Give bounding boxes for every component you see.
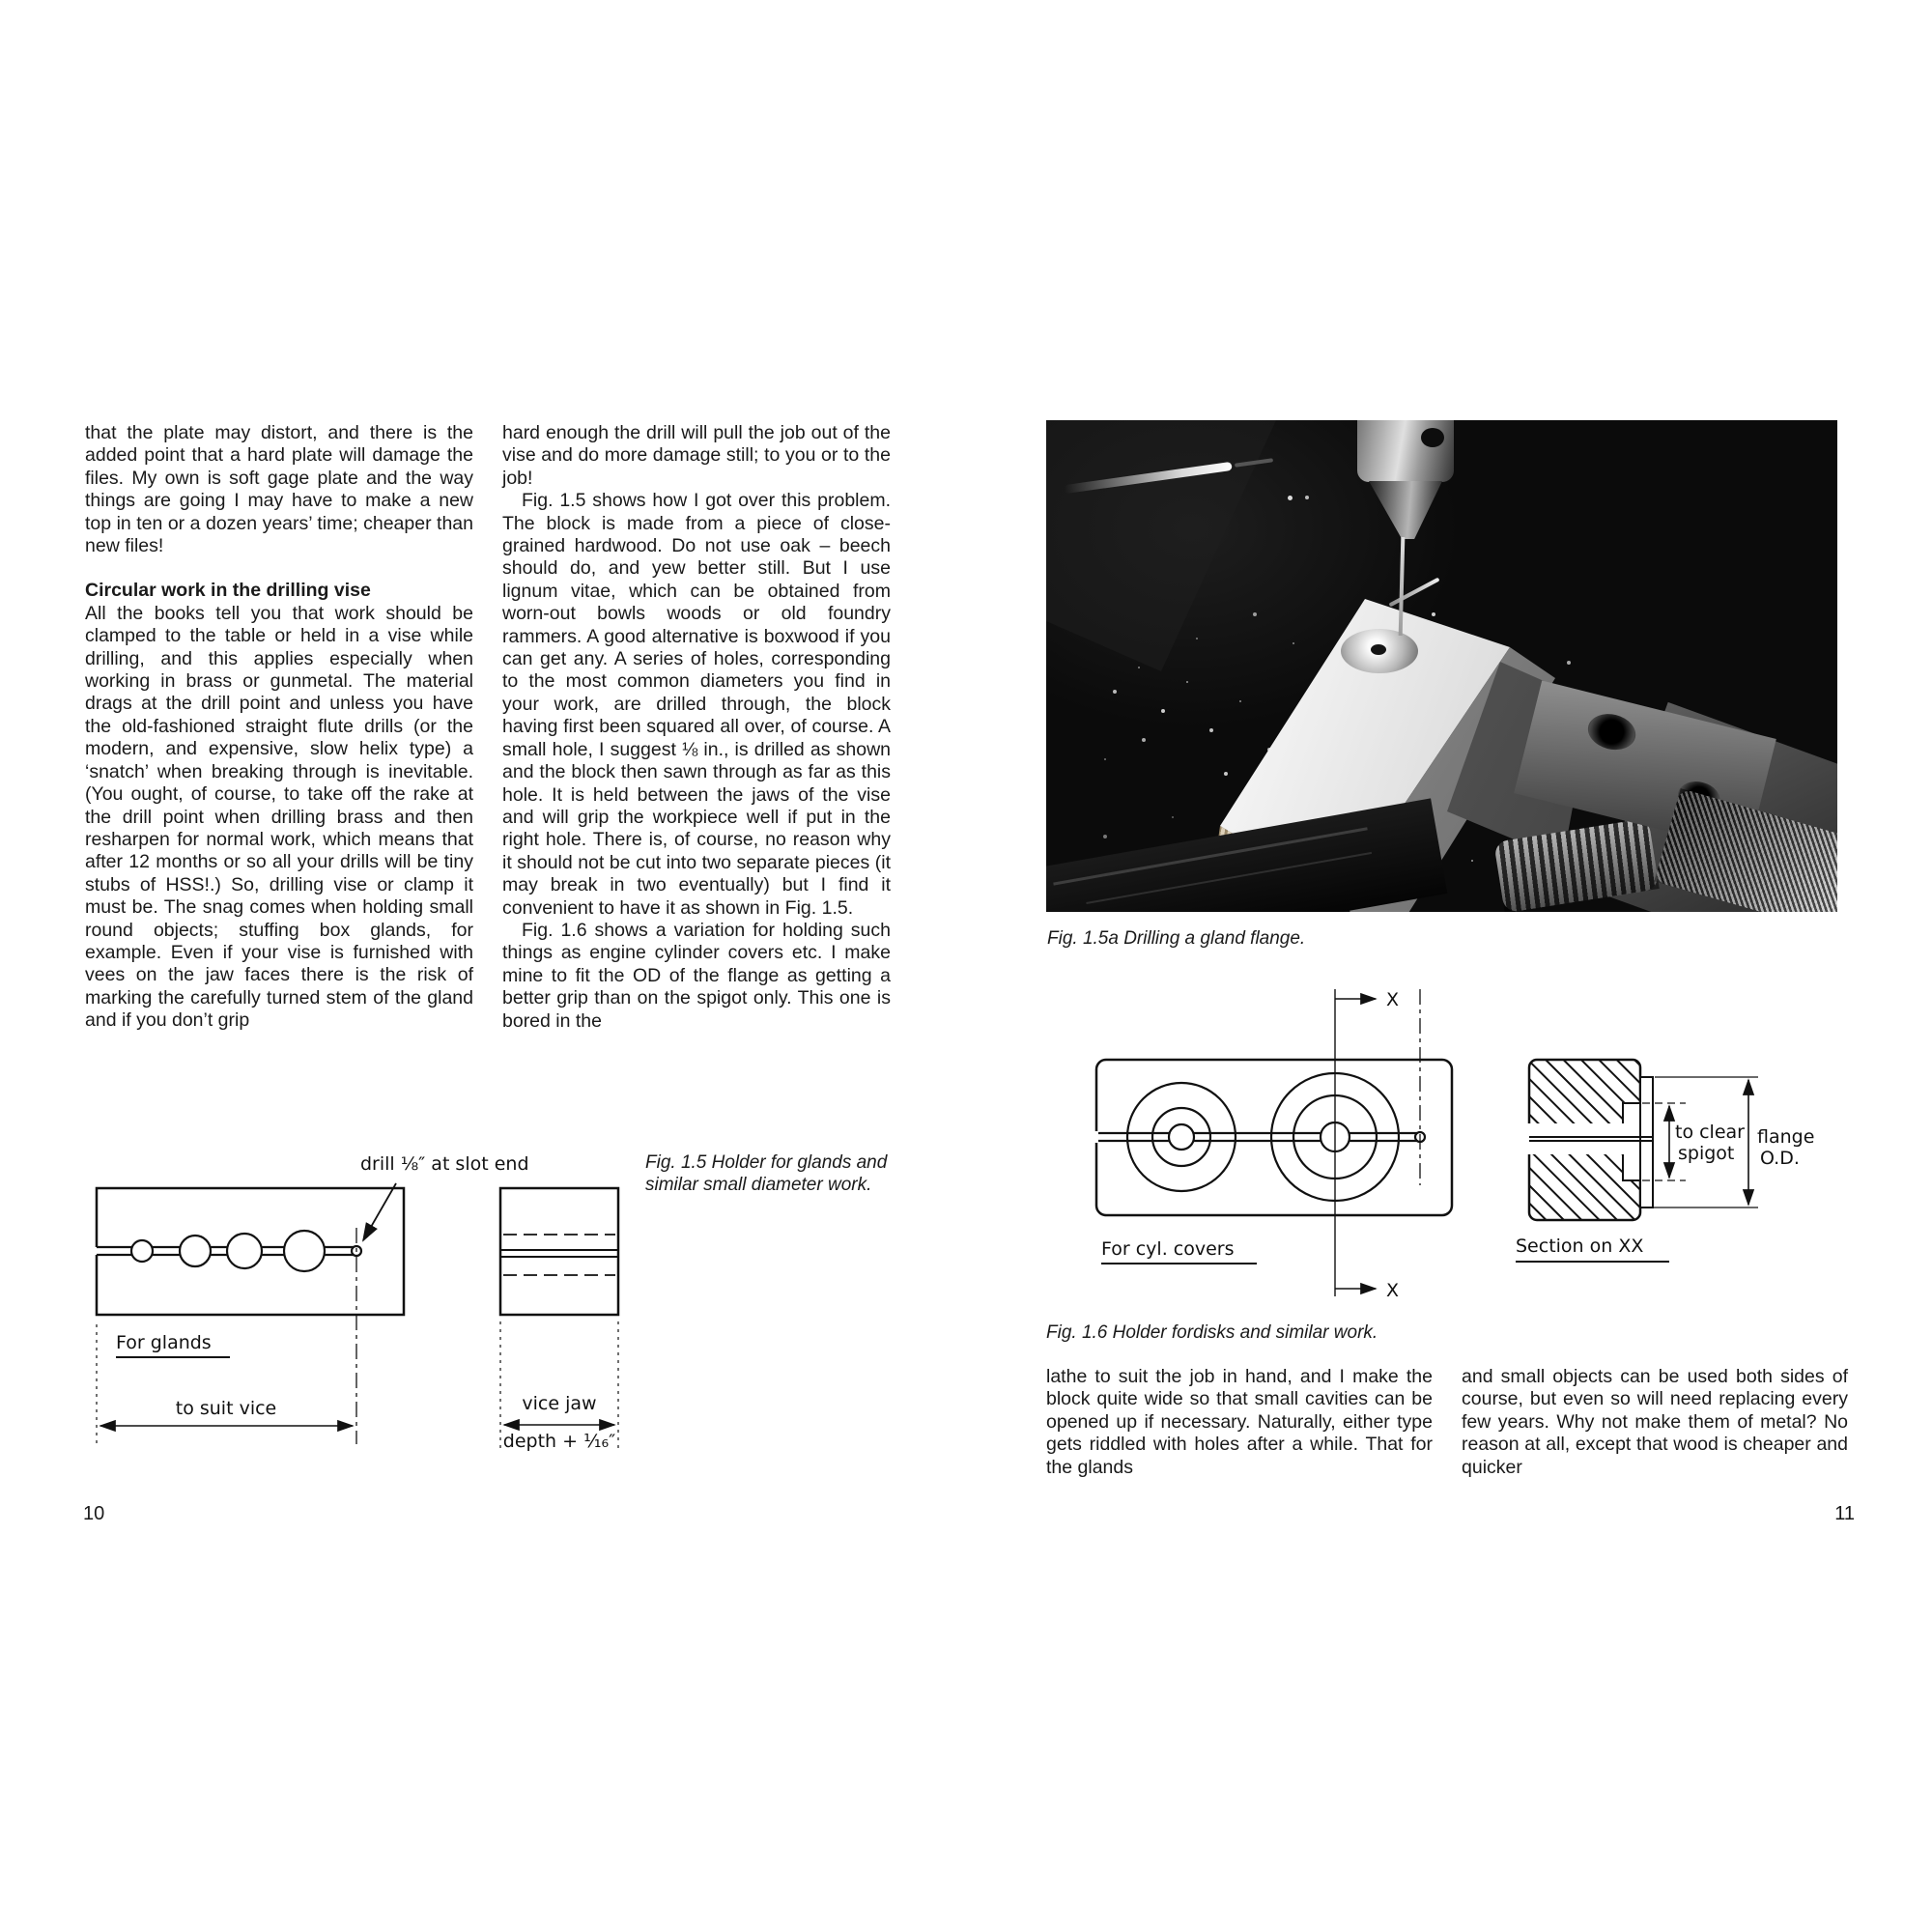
body-paragraph: Fig. 1.6 shows a variation for holding such things as engine cylinder covers etc. I make mine to fit the OD of the flange as getting a better grip than on the spigot only. This one is bored in the (502, 919, 891, 1032)
figure-1-5a-caption: Fig. 1.5a Drilling a gland flange. (1047, 928, 1306, 949)
body-paragraph: hard enough the drill will pull the job out of the vise and do more damage still; to you or to the job! (502, 422, 891, 489)
left-page-column-1 (85, 422, 473, 1033)
figure-1-5-drawing (77, 1143, 638, 1471)
right-page-column-2 (1462, 1366, 1848, 1479)
highlight-dot (1288, 496, 1293, 500)
page-number-right: 11 (1834, 1503, 1855, 1524)
metal-chips (1046, 420, 1048, 422)
for-cyl-covers-label: For cyl. covers (1101, 1238, 1235, 1260)
highlight-dot (1305, 496, 1309, 499)
left-page-column-2 (502, 422, 891, 1033)
section-x-label: X (1386, 989, 1400, 1010)
spigot-label: spigot (1678, 1143, 1735, 1164)
drill-note-label: drill ⅛″ at slot end (360, 1153, 529, 1175)
figure-1-5a-photo (1046, 420, 1837, 912)
section-heading: Circular work in the drilling vise (85, 580, 371, 602)
slot-band (1527, 1123, 1653, 1154)
table-edge-line (1053, 827, 1368, 885)
flange-plate (1640, 1077, 1653, 1208)
vice-jaw-label: vice jaw (522, 1393, 597, 1414)
figure-1-5-caption: Fig. 1.5 Holder for glands and similar small diameter work. (645, 1152, 888, 1195)
flange-od-label: O.D. (1760, 1148, 1800, 1169)
for-glands-label: For glands (116, 1332, 212, 1353)
clamp-bar-hole (1584, 709, 1639, 754)
depth-label: depth + ¹⁄₁₆″ (502, 1431, 616, 1452)
figure-1-6-drawing (1046, 978, 1838, 1316)
to-suit-vice-label: to suit vice (175, 1398, 277, 1419)
body-paragraph: and small objects can be used both sides of course, but even so will need replacing every few years. Why not make them of metal? No reason at all, except that wood is cheaper and quicker (1462, 1366, 1848, 1478)
chuck-key-hole (1421, 428, 1444, 447)
figure-1-6-caption: Fig. 1.6 Holder fordisks and similar work. (1046, 1322, 1378, 1343)
flange-od-label: flange (1757, 1126, 1815, 1148)
body-paragraph: All the books tell you that work should be clamped to the table or held in a vise while drilling, and this applies especially when working in brass or gunmetal. The material drags at the drill point and unless you have the old-fashioned straight flute drills (or the modern, and expensive, slow helix type) a ‘snatch’ when breaking through is inevitable. (You ought, of course, to take off the rake at the drill point when drilling brass and then resharpen for normal work, which means that after 12 months or so all your drills will be tiny stubs of HSS!.) So, drilling vise or clamp it must be. The snag comes when holding small round objects; stuffing box glands, for example. Even if your vise is furnished with vees on the jaw faces there is the risk of marking the carefully turned stem of the gland and if you don’t grip (85, 602, 473, 1032)
table-edge-line (1086, 852, 1372, 904)
right-page-column-1 (1046, 1366, 1433, 1479)
gland-flange-hole (1371, 644, 1386, 655)
side-view-outline (500, 1188, 618, 1315)
to-clear-label: to clear (1675, 1122, 1745, 1143)
page-number-left: 10 (83, 1503, 105, 1524)
body-paragraph: that the plate may distort, and there is the added point that a hard plate will damage the files. My own is soft gage plate and the way things are going I may have to make a new top in ten or a dozen years’ time; cheaper than new files! (85, 422, 473, 557)
body-paragraph: Fig. 1.5 shows how I got over this problem. The block is made from a piece of close-grained hardwood. Do not use oak – beech should do, and yew better still. But I use lignum vitae, which can be obtained from worn-out bowls woods or old foundry rammers. A good alternative is boxwood if you can get any. A series of holes, corresponding to the most common diameters you find in your work, are drilled through, the block having first been squared all over, of course. A small hole, I suggest ⅛ in., is drilled as shown and the block then sawn through as far as this hole. It is held between the jaws of the vise and will grip the workpiece well if put in the right hole. There is, of course, no reason why it should not be cut into two separate pieces (it may break in two eventually) but I find it convenient to have it as shown in Fig. 1.5. (502, 490, 891, 919)
section-on-xx-label: Section on XX (1516, 1236, 1644, 1257)
body-paragraph: lathe to suit the job in hand, and I make the block quite wide so that small cavities can be opened up if necessary. Naturally, either type gets riddled with holes after a while. That for the glands (1046, 1366, 1433, 1478)
section-x-label: X (1386, 1280, 1400, 1301)
